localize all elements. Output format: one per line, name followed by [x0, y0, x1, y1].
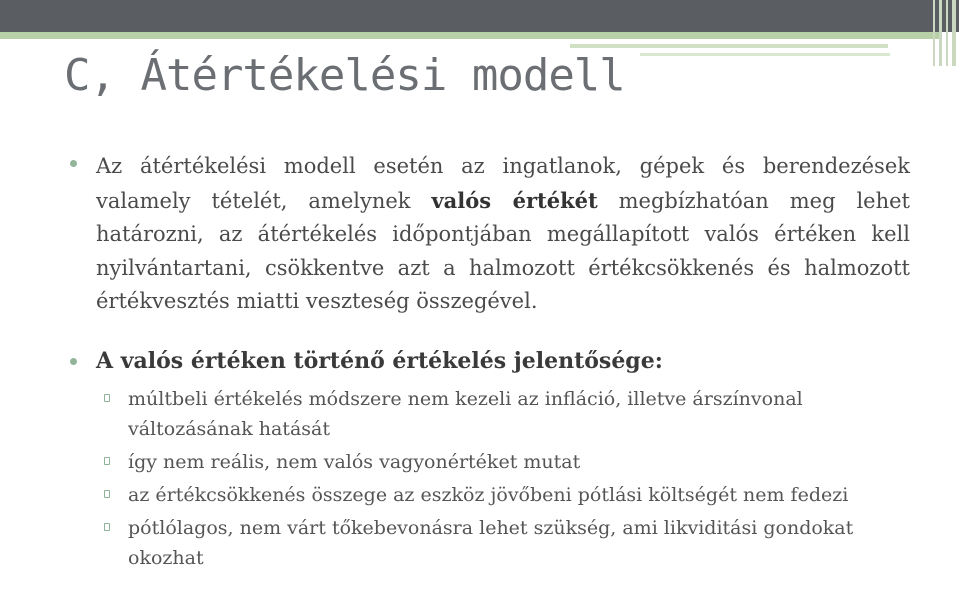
bullet-1-text-part1: Az átértékelési modell esetén az ingatlanok, gépek és berendezések valamely tételét, amelynek	[96, 154, 910, 213]
square-bullet-icon	[104, 490, 110, 498]
bullet-1-bold: valós értékét	[431, 187, 598, 213]
square-bullet-icon	[104, 457, 110, 465]
header-accent-line-2	[570, 44, 888, 48]
square-bullet-icon	[104, 394, 110, 402]
sub-bullet-item: így nem reális, nem valós vagyonértéket mutat	[96, 447, 910, 477]
bullet-dot-icon	[70, 160, 77, 167]
sub-bullet-item: múltbeli értékelés módszere nem kezeli az infláció, illetve árszínvonal változásának hatását	[96, 384, 910, 444]
header-accent-line	[0, 32, 940, 39]
bullet-1-text-part2: megbízhatóan meg lehet határozni, az átértékelés időpontjában megállapított valós értéken kell nyilvántartani, csökkentve azt a halmozott értékcsökkenés és halmozott értékvesztés miatti veszteség összegével.	[96, 188, 910, 313]
sub-bullet-list	[96, 384, 910, 573]
header-bar	[0, 0, 959, 32]
bullet-dot-icon	[70, 358, 77, 365]
sub-bullet-item: pótlólagos, nem várt tőkebevonásra lehet szükség, ami likviditási gondokat okozhat	[96, 513, 910, 573]
bullet-1-text	[96, 150, 910, 319]
header-accent-line-3	[640, 53, 890, 56]
bullet-2	[70, 346, 910, 573]
slide-title: C, Átértékelési modell	[64, 50, 625, 101]
bullet-2-heading: A valós értéken történő értékelés jelentősége:	[96, 347, 663, 374]
sub-bullet-item: az értékcsökkenés összege az eszköz jövőbeni pótlási költségét nem fedezi	[96, 480, 910, 510]
square-bullet-icon	[104, 523, 110, 531]
bullet-1	[70, 150, 910, 319]
slide-content	[70, 150, 910, 576]
header-stripes	[929, 0, 959, 66]
